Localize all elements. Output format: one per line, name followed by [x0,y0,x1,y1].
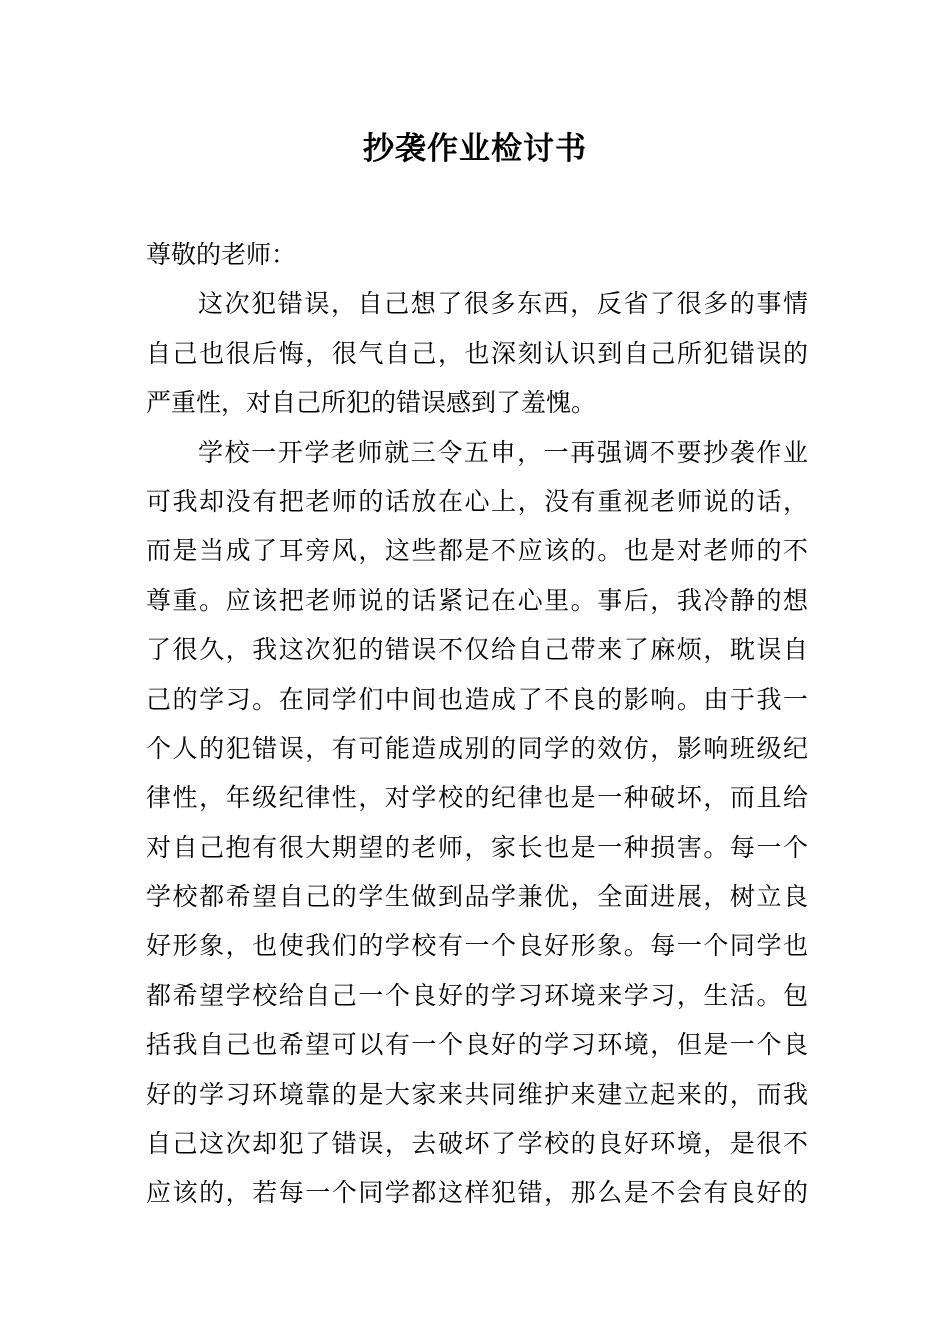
paragraph-line: 律性，年级纪律性，对学校的纪律也是一种破坏，而且给 [146,783,808,813]
paragraph-line: 自己也很后悔，很气自己，也深刻认识到自己所犯错误的 [146,338,808,368]
paragraph-line: 学校都希望自己的学生做到品学兼优，全面进展，树立良 [146,882,808,912]
document-body [146,230,808,1218]
paragraph-line: 己的学习。在同学们中间也造成了不良的影响。由于我一 [146,684,808,714]
paragraph-line: 括我自己也希望可以有一个良好的学习环境，但是一个良 [146,1030,808,1060]
paragraph-line: 可我却没有把老师的话放在心上，没有重视老师说的话， [146,486,808,516]
paragraph-line: 对自己抱有很大期望的老师，家长也是一种损害。每一个 [146,832,808,862]
paragraph-line: 严重性，对自己所犯的错误感到了羞愧。 [146,388,597,418]
document-title: 抄袭作业检讨书 [363,131,587,167]
paragraph-line: 而是当成了耳旁风，这些都是不应该的。也是对老师的不 [146,536,808,566]
paragraph-line: 好的学习环境靠的是大家来共同维护来建立起来的，而我 [146,1079,808,1109]
salutation: 尊敬的老师： [146,240,297,269]
paragraph-line: 这次犯错误，自己想了很多东西，反省了很多的事情 [198,289,808,319]
paragraph-line: 学校一开学老师就三令五申，一再强调不要抄袭作业 [198,437,808,467]
paragraph-line: 自己这次却犯了错误，去破坏了学校的良好环境，是很不 [146,1129,808,1159]
paragraph-line: 好形象，也使我们的学校有一个良好形象。每一个同学也 [146,931,808,961]
paragraph-line: 了很久，我这次犯的错误不仅给自己带来了麻烦，耽误自 [146,635,808,665]
paragraph-line: 都希望学校给自己一个良好的学习环境来学习，生活。包 [146,980,808,1010]
paragraph-line: 应该的，若每一个同学都这样犯错，那么是不会有良好的 [146,1178,808,1208]
paragraph-line: 个人的犯错误，有可能造成别的同学的效仿，影响班级纪 [146,733,808,763]
paragraph-line: 尊重。应该把老师说的话紧记在心里。事后，我冷静的想 [146,585,808,615]
